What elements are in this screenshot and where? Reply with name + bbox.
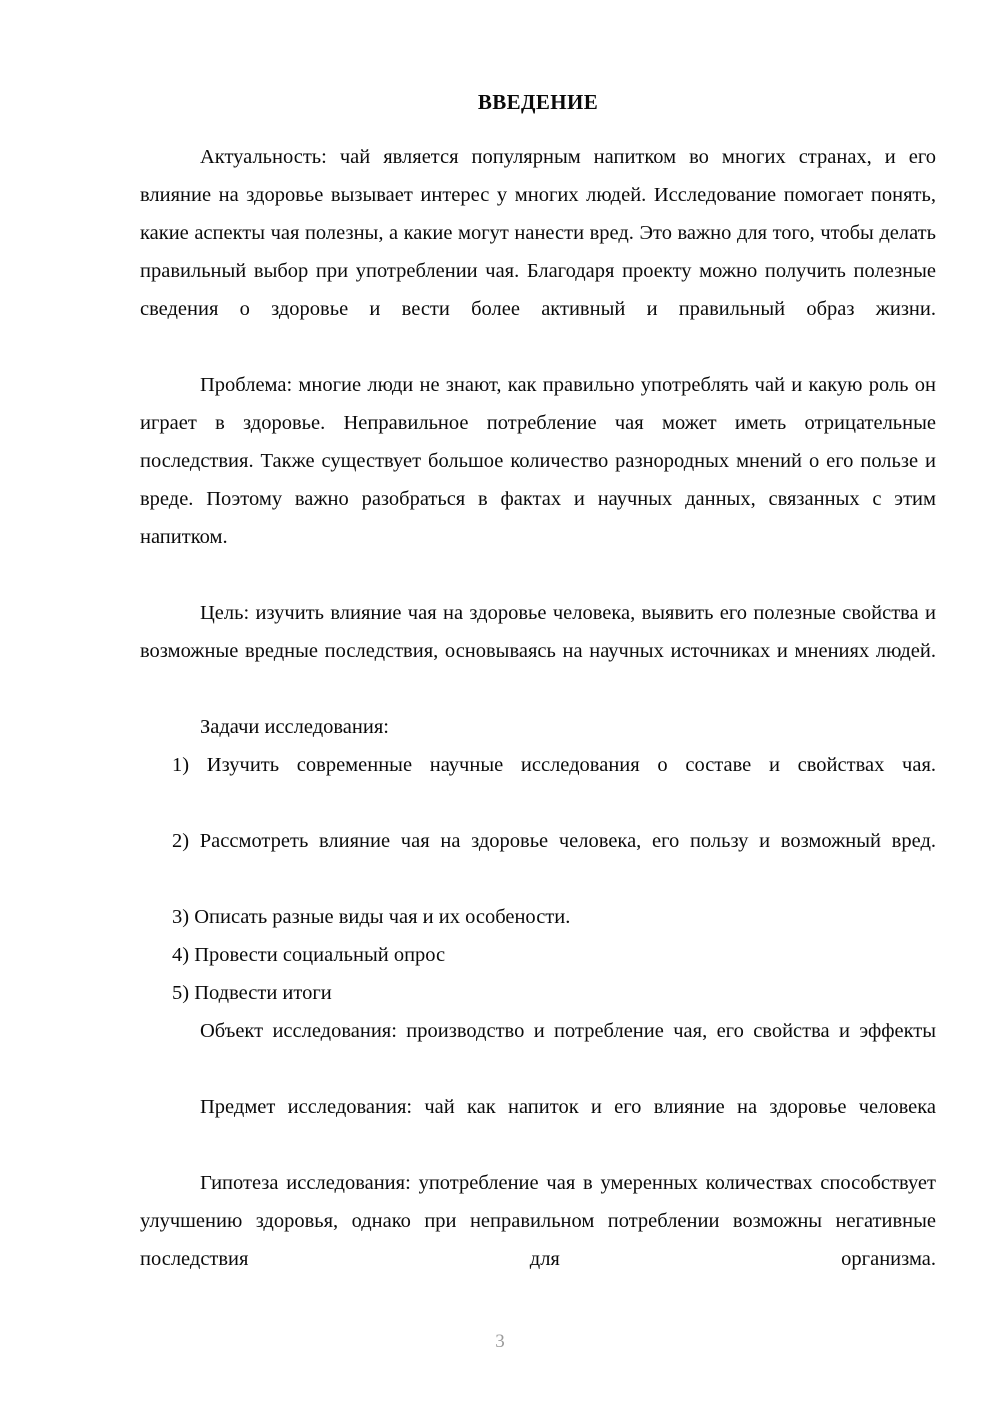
tasks-list-heading: Задачи исследования: <box>200 716 389 738</box>
document-body <box>140 0 936 1316</box>
paragraph-problem: Проблема: многие люди не знают, как правильно употреблять чай и какую роль он играет в здоровье. Неправильное потребление чая может иметь отрицательные последствия. Также существует большое количество разнородных мнений о его пользе и вреде. Поэтому важно разобраться в фактах и научных данных, связанных с этим напитком. <box>140 374 936 548</box>
list-item: 5) Подвести итоги <box>172 982 332 1004</box>
paragraph-goal: Цель: изучить влияние чая на здоровье человека, выявить его полезные свойства и возможные вредные последствия, основываясь на научных источниках и мнениях людей. <box>140 602 936 662</box>
paragraph-hypothesis: Гипотеза исследования: употребление чая в умеренных количествах способствует улучшению здоровья, однако при неправильном потреблении возможны негативные последствия для организма. <box>140 1172 936 1270</box>
paragraph-relevance: Актуальность: чай является популярным напитком во многих странах, и его влияние на здоровье вызывает интерес у многих людей. Исследование помогает понять, какие аспекты чая полезны, а какие могут нанести вред. Это важно для того, чтобы делать правильный выбор при употреблении чая. Благодаря проекту можно получить полезные сведения о здоровье и вести более активный и правильный образ жизни. <box>140 146 936 320</box>
paragraph-object: Объект исследования: производство и потребление чая, его свойства и эффекты <box>200 1020 936 1042</box>
page-number: 3 <box>495 1331 505 1352</box>
page-title: ВВЕДЕНИЕ <box>477 90 599 114</box>
list-item: 4) Провести социальный опрос <box>172 944 446 966</box>
list-item: 3) Описать разные виды чая и их особености. <box>172 906 571 928</box>
list-item: 2) Рассмотреть влияние чая на здоровье человека, его пользу и возможный вред. <box>172 830 936 852</box>
list-item: 1) Изучить современные научные исследования о составе и свойствах чая. <box>172 754 936 776</box>
paragraph-subject: Предмет исследования: чай как напиток и его влияние на здоровье человека <box>200 1096 936 1118</box>
